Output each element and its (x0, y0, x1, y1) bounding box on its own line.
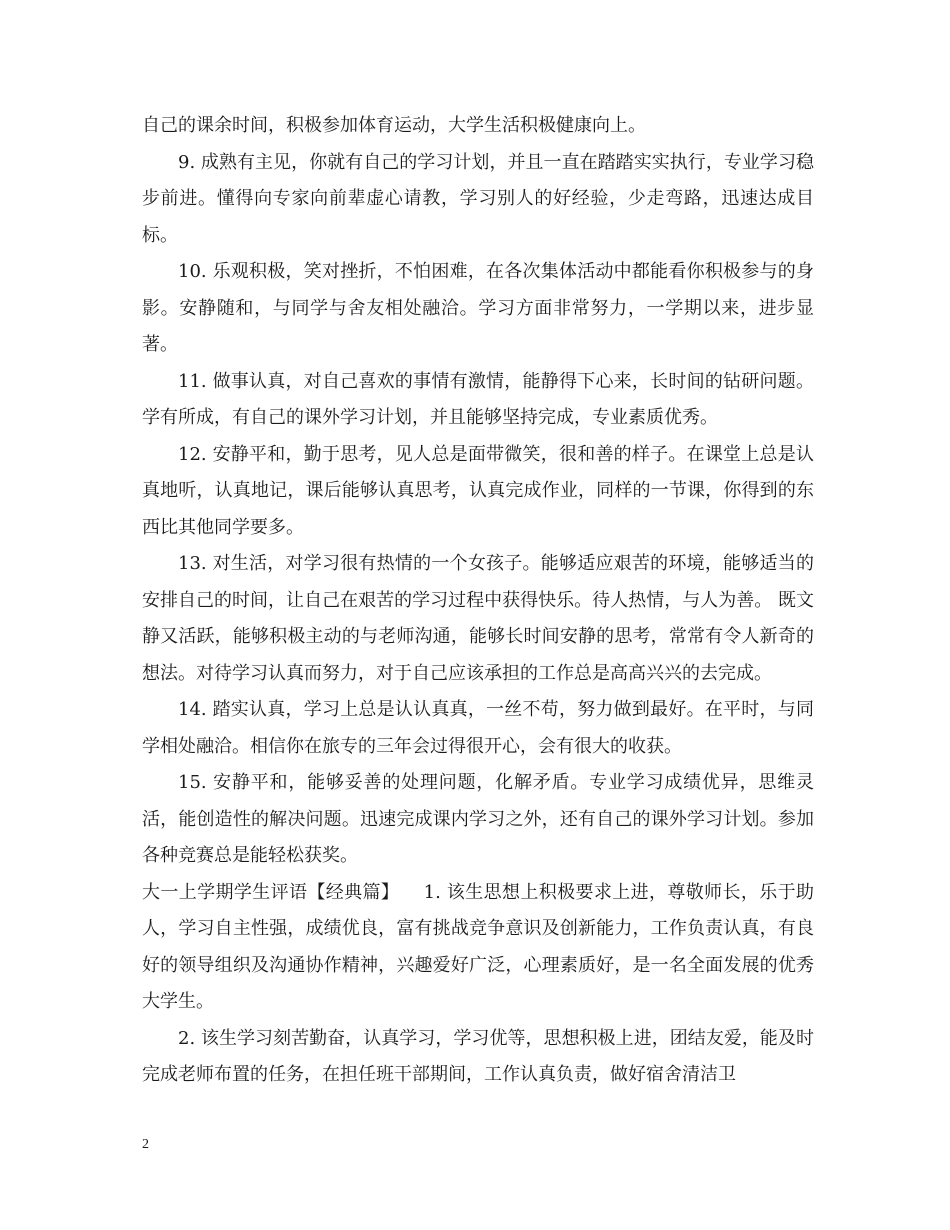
paragraph-4: 12. 安静平和，勤于思考，见人总是面带微笑，很和善的样子。在课堂上总是认真地听，认真地记，课后能够认真思考，认真完成作业，同样的一节课，你得到的东西比其他同学要多。 (142, 443, 814, 538)
paragraph-2: 10. 乐观积极，笑对挫折，不怕困难，在各次集体活动中都能看你积极参与的身影。安静随和，与同学与舍友相处融洽。学习方面非常努力，一学期以来，进步显著。 (142, 261, 814, 355)
paragraph-6: 14. 踏实认真，学习上总是认认真真，一丝不苟，努力做到最好。在平时，与同学相处融洽。相信你在旅专的三年会过得很开心，会有很大的收获。 (142, 699, 814, 757)
paragraph-5: 13. 对生活，对学习很有热情的一个女孩子。能够适应艰苦的环境，能够适当的安排自己的时间，让自己在艰苦的学习过程中获得快乐。待人热情，与人为善。 既文静又活跃，能够积极主动的与老师沟通，能够长时间安静的思考，常常有令人新奇的想法。对待学习认真而努力，对于自己应该承担的工作总是高高兴兴的去完成。 (142, 553, 814, 684)
paragraph-1: 9. 成熟有主见，你就有自己的学习计划，并且一直在踏踏实实执行，专业学习稳步前进。懂得向专家向前辈虚心请教，学习别人的好经验，少走弯路，迅速达成目标。 (142, 151, 814, 246)
paragraph-7: 15. 安静平和，能够妥善的处理问题，化解矛盾。专业学习成绩优异，思维灵活，能创造性的解决问题。迅速完成课内学习之外，还有自己的课外学习计划。参加各种竞赛总是能轻松获奖。 (142, 772, 814, 866)
body-text (142, 108, 814, 1094)
paragraph-9: 2. 该生学习刻苦勤奋，认真学习，学习优等，思想积极上进，团结友爱，能及时完成老师布置的任务，在担任班干部期间，工作认真负责，做好宿舍清洁卫 (142, 1027, 814, 1085)
paragraph-8: 大一上学期学生评语【经典篇】 1. 该生思想上积极要求上进，尊敬师长，乐于助人，学习自主性强，成绩优良，富有挑战竞争意识及创新能力，工作负责认真，有良好的领导组织及沟通协作精神，兴趣爱好广泛，心理素质好，是一名全面发展的优秀大学生。 (142, 881, 814, 1012)
paragraph-3: 11. 做事认真，对自己喜欢的事情有激情，能静得下心来，长时间的钻研问题。学有所成，有自己的课外学习计划，并且能够坚持完成，专业素质优秀。 (142, 370, 814, 428)
paragraph-0: 自己的课余时间，积极参加体育运动，大学生活积极健康向上。 (142, 115, 646, 136)
page-number: 2 (142, 1137, 149, 1152)
